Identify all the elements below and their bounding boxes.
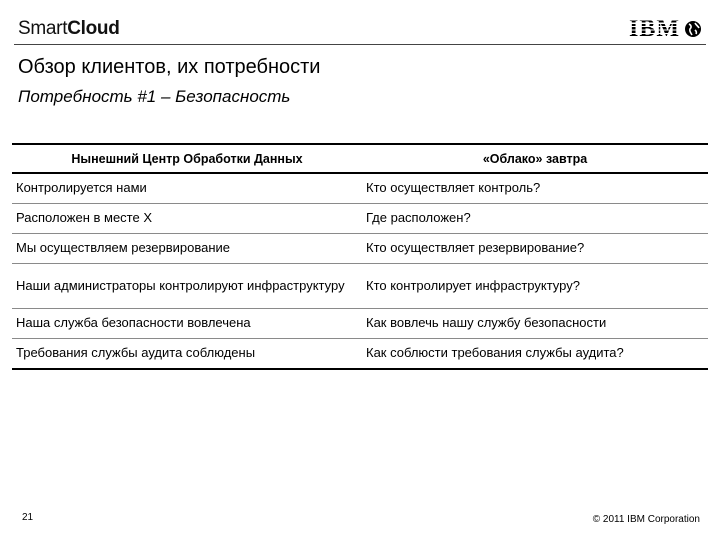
table-cell: Контролируется нами [12, 173, 362, 204]
table-row [12, 173, 708, 204]
table-row [12, 339, 708, 370]
logo-smart-text: Smart [18, 18, 68, 39]
table-row [12, 204, 708, 234]
comparison-table [12, 143, 708, 370]
table-cell: Кто осуществляет резервирование? [362, 234, 708, 264]
page-subtitle: Потребность #1 – Безопасность [18, 87, 291, 106]
table-cell: Как соблюсти требования службы аудита? [362, 339, 708, 370]
table-cell: Где расположен? [362, 204, 708, 234]
table-cell: Как вовлечь нашу службу безопасности [362, 309, 708, 339]
table-cell: Мы осуществляем резервирование [12, 234, 362, 264]
table-cell: Кто контролирует инфраструктуру? [362, 264, 708, 309]
table-cell: Расположен в месте X [12, 204, 362, 234]
copyright-notice: © 2011 IBM Corporation [592, 514, 700, 525]
table-row [12, 264, 708, 309]
table-header-row [12, 144, 708, 173]
logo-cloud-text: Cloud [67, 18, 120, 39]
table-cell: Наши администраторы контролируют инфраструктуру [12, 264, 362, 309]
table-row [12, 234, 708, 264]
column-header-current: Нынешний Центр Обработки Данных [12, 144, 362, 173]
header-divider [14, 44, 706, 45]
smartcloud-logo [18, 18, 120, 40]
ibm-logo [629, 17, 702, 41]
globe-icon [684, 20, 702, 38]
page-title: Обзор клиентов, их потребности [18, 56, 321, 78]
page-number: 21 [22, 512, 34, 523]
table-cell: Наша служба безопасности вовлечена [12, 309, 362, 339]
ibm-logo-text: IBM [629, 16, 680, 42]
table-row [12, 309, 708, 339]
table-cell: Кто осуществляет контроль? [362, 173, 708, 204]
table-cell: Требования службы аудита соблюдены [12, 339, 362, 370]
column-header-cloud: «Облако» завтра [362, 144, 708, 173]
